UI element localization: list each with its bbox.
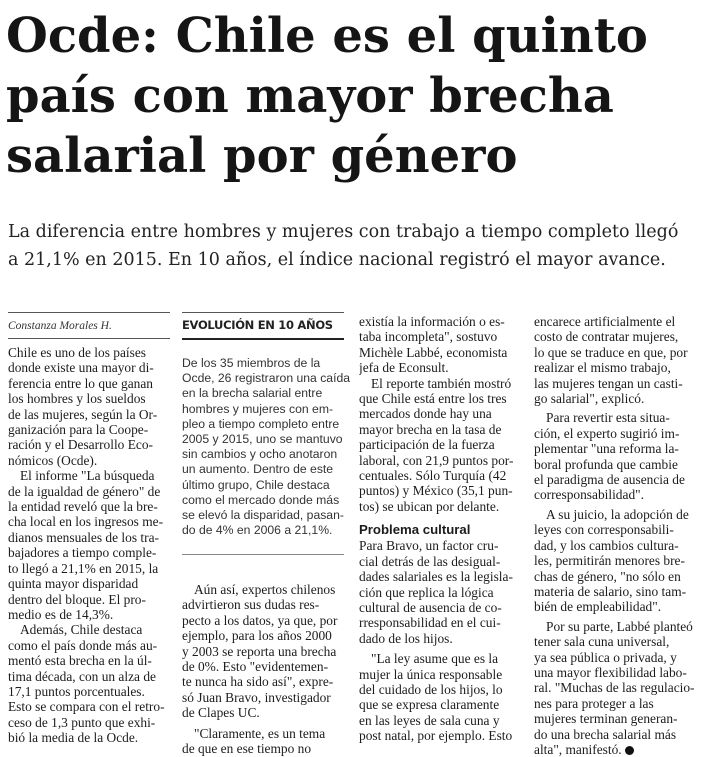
- column-1: [8, 345, 170, 746]
- sidebar-line: Ocde, 26 registraron una caída: [182, 371, 351, 386]
- text-line: mercados donde hay una: [359, 406, 492, 422]
- sidebar-line: do de 4% en 2006 a 21,1%.: [182, 523, 333, 538]
- headline-line: Ocde: Chile es el quinto: [6, 8, 648, 64]
- sidebar-title-rule: [182, 338, 344, 340]
- paragraph: [534, 314, 697, 406]
- text-line: mayor brecha en la tasa de: [359, 421, 502, 437]
- text-line: jefa de Econsult.: [359, 360, 449, 376]
- paragraph: [534, 410, 697, 502]
- text-line: chas de género, "no sólo en: [534, 568, 681, 584]
- text-line: taba incompleta", sostuvo: [359, 329, 498, 345]
- text-line: rresponsabilidad en el cui-: [359, 615, 501, 631]
- text-line: tener sala cuna universal,: [534, 634, 670, 650]
- sidebar-line: sin cambios y ocho anotaron: [182, 447, 338, 462]
- text-line: materia de salario, sino tam-: [534, 583, 687, 599]
- text-line: puntos) y México (35,1 pun-: [359, 483, 513, 499]
- text-line: Por su parte, Labbé planteó: [546, 618, 693, 634]
- text-line: que Chile está entre los tres: [359, 391, 507, 407]
- column-4: [534, 314, 697, 757]
- text-line: cial detrás de las desigual-: [359, 553, 501, 569]
- text-line: ración y el Desarrollo Eco-: [8, 437, 154, 453]
- sidebar-line: se elevó la disparidad, pasan-: [182, 508, 344, 523]
- sidebar-line: hombres y mujeres con em-: [182, 401, 334, 416]
- text-line: costo de contratar mujeres,: [534, 329, 679, 345]
- text-line: el paradigma de ausencia de: [534, 472, 685, 488]
- end-of-article-icon: [625, 746, 634, 755]
- text-line: Además, Chile destaca: [20, 622, 143, 638]
- text-line: ción que replica la lógica: [359, 584, 494, 600]
- text-line: dentro del bloque. El pro-: [8, 591, 146, 607]
- text-line: cultural de ausencia de co-: [359, 599, 502, 615]
- text-line: quinta mayor disparidad: [8, 576, 139, 592]
- byline: Constanza Morales H.: [8, 320, 112, 332]
- text-line: Para Bravo, un factor cru-: [359, 538, 499, 554]
- text-line: centuales. Sólo Turquía (42: [359, 468, 507, 484]
- text-line: mentó esta brecha en la úl-: [8, 653, 152, 669]
- sidebar-line: como el mercado donde más: [182, 492, 340, 507]
- column-rule: [8, 312, 170, 313]
- paragraph: [534, 507, 697, 615]
- text-line: boral profunda que cambie: [534, 456, 678, 472]
- text-line: leyes con corresponsabili-: [534, 522, 674, 538]
- sidebar-line: 2005 y 2015, uno se mantuvo: [182, 432, 343, 447]
- text-line: to llegó a 21,1% en 2015, la: [8, 560, 159, 576]
- sidebar-bottom-rule: [182, 554, 344, 555]
- text-line: corresponsabilidad".: [534, 487, 644, 503]
- text-line: bió la media de la Ocde.: [8, 730, 139, 746]
- text-line: las mujeres tengan un casti-: [534, 375, 683, 391]
- text-line: dado de los hijos.: [359, 630, 453, 646]
- byline-rule: [8, 338, 170, 339]
- lead-line: La diferencia entre hombres y mujeres con trabajo a tiempo completo llegó: [8, 222, 679, 242]
- paragraph: [182, 582, 344, 721]
- paragraph: [8, 468, 170, 622]
- text-line: dad, y los cambios cultura-: [534, 537, 679, 553]
- paragraph: [359, 651, 519, 743]
- text-line: ción, el experto sugirió im-: [534, 425, 680, 441]
- text-line: go salarial", explicó.: [534, 391, 645, 407]
- text-line: mujer la única responsable: [359, 666, 503, 682]
- text-line: medio es de 14,3%.: [8, 606, 114, 622]
- text-line: de la igualdad de género" de: [8, 483, 161, 499]
- text-line: ejemplo, para los años 2000: [182, 628, 332, 644]
- text-line: El informe "La búsqueda: [20, 468, 155, 484]
- text-line: do una brecha salarial más: [534, 726, 677, 742]
- text-line: en las leyes de sala cuna y: [359, 712, 500, 728]
- text-line: bién de empleabilidad".: [534, 599, 662, 615]
- text-line: que se expresa claramente: [359, 697, 500, 713]
- text-line: Aún así, expertos chilenos: [194, 582, 336, 597]
- text-line: bajadores a tiempo comple-: [8, 545, 157, 561]
- lead-paragraph: [8, 218, 698, 274]
- text-line: dades salariales es la legisla-: [359, 569, 513, 585]
- text-line: de las mujeres, según la Or-: [8, 406, 158, 422]
- text-line: ganización para la Coope-: [8, 422, 149, 438]
- text-line: dianos mensuales de los tra-: [8, 529, 159, 545]
- text-line: pecto a los datos, ya que, por: [182, 612, 338, 628]
- text-line: participación de la fuerza: [359, 437, 495, 453]
- text-line: tos) se ubican por delante.: [359, 498, 500, 514]
- paragraph: [8, 345, 170, 468]
- text-line: nes para proteger a las: [534, 695, 654, 711]
- text-line: laboral, con 21,9 puntos por-: [359, 452, 514, 468]
- text-line: como el país donde más au-: [8, 637, 158, 653]
- paragraph: [359, 538, 519, 646]
- column-rule: [182, 312, 344, 313]
- subheading: Problema cultural: [359, 522, 471, 538]
- paragraph: [359, 314, 519, 376]
- text-line: plementar "una reforma la-: [534, 441, 679, 457]
- headline-line: país con mayor brecha: [6, 68, 614, 124]
- text-line: tima década, con un alza de: [8, 668, 156, 684]
- paragraph: [8, 622, 170, 745]
- text-line: de Clapes UC.: [182, 705, 260, 721]
- sidebar-line: De los 35 miembros de la: [182, 356, 321, 370]
- text-line: "La ley asume que es la: [371, 651, 499, 667]
- text-line: del cuidado de los hijos, lo: [359, 681, 503, 697]
- text-line: mujeres terminan generan-: [534, 711, 678, 727]
- text-line: Chile es uno de los países: [8, 345, 146, 360]
- text-line: la entidad reveló que la bre-: [8, 499, 158, 515]
- text-line: nómicos (Ocde).: [8, 452, 98, 468]
- text-line: una mayor flexibilidad labo-: [534, 664, 687, 680]
- text-line: de que en ese tiempo no: [182, 741, 312, 757]
- text-line: realizar el mismo trabajo,: [534, 360, 671, 376]
- sidebar-title: EVOLUCIÓN EN 10 AÑOS: [182, 318, 333, 332]
- sidebar-line: último grupo, Chile destaca: [182, 477, 330, 492]
- sidebar-box: [182, 356, 351, 538]
- text-line: [534, 742, 697, 757]
- column-rule: [359, 312, 697, 313]
- text-line: 17,1 puntos porcentuales.: [8, 683, 145, 699]
- paragraph: [182, 726, 344, 757]
- text-line: existía la información o es-: [359, 314, 505, 329]
- column-3: [359, 314, 519, 744]
- final-line-text: alta", manifestó.: [534, 741, 622, 757]
- text-line: y 2003 se reporta una brecha: [182, 643, 337, 659]
- text-line: A su juicio, la adopción de: [546, 506, 689, 522]
- text-line: só Juan Bravo, investigador: [182, 689, 331, 705]
- text-line: Esto se compara con el retro-: [8, 699, 165, 715]
- text-line: de 0%. Esto "evidentemen-: [182, 659, 329, 675]
- text-line: ya sea pública o privada, y: [534, 649, 677, 665]
- text-line: los hombres y los sueldos: [8, 391, 146, 407]
- sidebar-line: pleo a tiempo completo entre: [182, 416, 340, 431]
- text-line: les, permitirán menores bre-: [534, 553, 685, 569]
- headline: [6, 6, 700, 186]
- sidebar-line: en la brecha salarial entre: [182, 386, 323, 401]
- text-line: El reporte también mostró: [371, 375, 512, 391]
- text-line: ceso de 1,3 punto que exhi-: [8, 714, 156, 730]
- text-line: encarece artificialmente el: [534, 314, 676, 329]
- text-line: cha local en los ingresos me-: [8, 514, 164, 530]
- text-line: donde existe una mayor di-: [8, 360, 154, 376]
- text-line: Para revertir esta situa-: [546, 410, 670, 426]
- text-line: advirtieron sus dudas res-: [182, 597, 320, 613]
- text-line: "Claramente, es un tema: [194, 725, 326, 741]
- text-line: Michèle Labbé, economista: [359, 344, 508, 360]
- text-line: post natal, por ejemplo. Esto: [359, 728, 513, 744]
- paragraph: [534, 619, 697, 757]
- headline-line: salarial por género: [6, 128, 518, 184]
- text-line: te nunca ha sido así", expre-: [182, 674, 334, 690]
- paragraph: [359, 376, 519, 515]
- text-line: ral. "Muchas de las regulacio-: [534, 680, 695, 696]
- text-line: lo que se traduce en que, por: [534, 344, 688, 360]
- text-line: ferencia entre lo que ganan: [8, 375, 153, 391]
- column-2: [182, 582, 344, 756]
- lead-line: a 21,1% en 2015. En 10 años, el índice nacional registró el mayor avance.: [8, 250, 666, 270]
- sidebar-line: un aumento. Dentro de este: [182, 462, 334, 477]
